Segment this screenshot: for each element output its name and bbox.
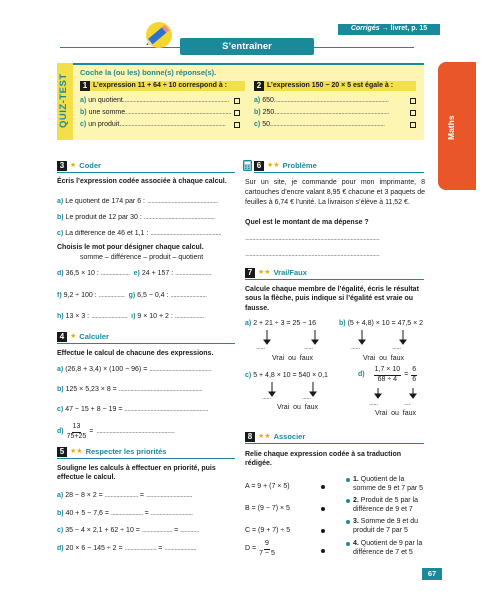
option-letter: b) [80,109,87,116]
option-text: une somme. [88,109,128,116]
option-text: un quotient. [88,97,125,104]
item-letter: c) [57,527,64,534]
ex3-header [57,161,235,173]
ex5-header [57,447,235,459]
quiz-q1-checkbox-b[interactable] [234,110,240,116]
item-letter: i) [131,313,136,320]
equals-sign: = [158,545,163,552]
item-letter: d) [358,370,365,378]
ex4-title: Calculer [79,332,109,342]
equals-sign: = [89,427,94,435]
ex6-number: 6 [254,161,264,171]
ex7-title: Vrai/Faux [273,268,307,278]
star-icon: ★★ [70,447,83,455]
answer-line[interactable]: .................... [174,313,204,320]
answer-line[interactable]: ............................................................................................. [245,251,380,258]
quiz-q1-checkbox-a[interactable] [234,98,240,104]
item-letter: c) [57,406,64,413]
item-letter: a) [245,320,252,327]
ex3-item-b [57,214,237,223]
ex7-vrai-faux-c[interactable]: Vrai ou faux [277,404,318,411]
ex7-vrai-faux-d[interactable]: Vrai ou faux [375,410,416,417]
answer-line[interactable]: ................................................. [150,230,222,237]
quiz-q2-checkbox-c[interactable] [410,122,416,128]
option-letter: a) [80,97,87,104]
ex3-item-a [57,198,237,207]
ex8-trad-1 [346,476,426,494]
ex6-header [254,161,424,173]
ex6-title: Problème [282,161,317,171]
item-text: 24 + 157 : [141,270,174,277]
quiz-q1-checkbox-c[interactable] [234,122,240,128]
ex5-item-a [57,492,237,501]
answer-line[interactable]: ........................................... [149,366,212,373]
ex4-item-c [57,406,237,415]
item-letter: d) [57,270,64,277]
calculator-icon [243,160,252,171]
quiz-q1-header [80,81,245,91]
equals-sign: = [404,370,409,378]
item-letter: b) [339,320,346,327]
ex6-question: Quel est le montant de ma dépense ? [245,219,369,226]
quiz-side-label: QUIZ-TEST [58,73,69,128]
ex8-expr-a [245,483,290,492]
option-letter: a) [254,97,261,104]
quiz-instruction: Coche la (ou les) bonne(s) réponse(s). [80,68,217,77]
item-letter: h) [57,313,64,320]
trad-number: 2. [353,497,359,504]
equals-sign: = [144,510,149,517]
answer-line[interactable]: ...................... [164,545,197,552]
answer-line[interactable]: .................. [98,292,125,299]
item-letter: f) [57,292,62,299]
trad-number: 4. [353,540,359,547]
ex8-dot-2[interactable] [346,499,350,503]
ex3-pair-f-g [57,292,237,301]
trad-text: Somme de 9 et du produit de 7 par 5 [353,518,418,534]
trad-text: Quotient de la somme de 9 et 7 par 5 [353,476,424,492]
option-text: 250. [262,109,277,116]
ex5-item-b [57,510,237,519]
ex8-instruction: Relie chaque expression codée à sa traduction rédigée. [245,451,401,468]
item-letter: g) [128,292,136,299]
ex4-item-b [57,386,237,395]
star-icon: ★ [70,332,77,340]
ex8-expr-d [245,540,275,559]
quiz-q2-option-a [254,97,416,106]
ex8-dot-4[interactable] [346,542,350,546]
equals-sign: = [139,492,144,499]
expression-prefix: D = [245,544,257,552]
answer-line[interactable]: ................................................. [143,214,215,221]
ex7-vrai-faux-b[interactable]: Vrai ou faux [363,355,404,362]
item-text: 125 × 5,23 × 8 = [65,386,117,393]
ex8-trad-3 [346,518,426,536]
item-text: La différence de 46 et 1,1 : [65,230,149,237]
answer-line[interactable]: .... [404,400,410,407]
quiz-q1-option-b [80,109,240,118]
ex8-dot-a[interactable] [321,485,325,489]
item-text: 9 × 10 + 2 : [137,313,173,320]
option-letter: c) [80,121,87,128]
fraction [259,540,275,559]
ex4-header [57,332,235,344]
fraction-denominator: 7 − 5 [259,549,275,557]
ex8-number: 8 [245,432,255,442]
ex3-item-c [57,230,237,239]
answer-line[interactable]: ......................... [91,313,128,320]
trad-text: Produit de 5 par la différence de 9 et 7 [353,497,418,513]
answer-line[interactable]: ...... [302,394,311,401]
ex5-instruction: Souligne les calculs à effectuer en priorité, puis effectue le calcul. [57,465,216,481]
dotted-leader: .............................................................................. [271,121,385,128]
ex7-number: 7 [245,268,255,278]
item-letter: a) [57,366,64,373]
answer-line[interactable]: ...................... [110,510,143,517]
answer-line[interactable]: ...... [392,344,401,351]
item-text: Le quotient de 174 par 6 : [65,198,145,205]
corriges-badge [338,24,440,35]
dotted-leader: ........................................................................ [127,109,232,116]
item-letter: b) [57,386,64,393]
fraction-denominator: 68 ÷ 4 [377,375,398,383]
ex8-title: Associer [273,432,306,442]
ex6-text: Sur un site, je commande pour mon imprimante, 8 cartouches d’encre valant 8,95 € chacune et 3 paquets de feuilles à 6,74 € l’unité. La livraison s’élève à 11,52 €. [245,179,425,206]
arrow-icon: → [381,25,389,33]
ex5-title: Respecter les priorités [85,447,167,457]
expression-text: A = 9 + (7 × 5) [245,483,290,490]
trad-text: Quotient de 9 par la différence de 7 et 5 [353,540,423,556]
ex7-arrows-cd [245,380,425,404]
quiz-q2-option-c [254,121,416,130]
answer-line[interactable]: ............................. [150,510,193,517]
answer-line[interactable]: .................... [100,270,130,277]
answer-line[interactable]: ............. [180,527,199,534]
ex5-item-d [57,545,237,554]
ex8-trad-2 [346,497,426,515]
option-text: 50. [262,121,272,128]
fraction-numerator: 9 [264,540,270,550]
fraction-denominator: 6 [412,375,417,383]
answer-line[interactable]: ......................... [170,292,207,299]
ex4-instruction: Effectue le calcul de chacune des expressions. [57,350,214,357]
answer-line[interactable]: ....................... [104,492,138,499]
ex3-number: 3 [57,161,67,171]
option-text: un produit. [88,121,122,128]
fraction-denominator: 75+25 [66,432,87,440]
page-title-text: S’entraîner [222,40,272,52]
livret-label: livret, p. 15 [390,25,428,33]
item-text: 5 + 4,8 × 10 = 540 × 0,1 [253,372,328,379]
trad-number: 1. [353,476,359,483]
ex5-item-c [57,527,237,536]
item-text: 20 × 6 − 145 ÷ 2 = [65,545,123,552]
item-text: 35 − 4 × 2,1 + 62 ÷ 10 = [65,527,140,534]
item-letter: b) [57,214,64,221]
quiz-q1-option-a [80,97,240,106]
item-text: 2 + 21 ÷ 3 = 25 − 16 [253,320,316,327]
answer-line[interactable]: ..................... [141,527,173,534]
dotted-leader: ........................................................................ [121,121,226,128]
expression-text: C = (9 + 7) ÷ 5 [245,527,291,534]
item-text: Le produit de 12 par 30 : [65,214,142,221]
quiz-q2-text: L’expression 150 − 20 × 5 est égale à : [267,81,394,89]
answer-line[interactable]: ...... [351,344,360,351]
ex8-trad-4 [346,540,426,558]
ex7-instruction: Calcule chaque membre de l’égalité, écris le résultat sous la flèche, puis indique si l’égalité est vraie ou fausse. [245,286,419,312]
star-icon: ★★ [258,268,271,276]
quiz-q1-number: 1 [80,81,90,91]
item-text: 13 × 3 : [65,313,90,320]
page-title [180,38,314,55]
item-text: (5 + 4,8) × 10 = 47,5 × 2 [347,320,424,327]
answer-line[interactable]: ...... [304,344,313,351]
ex3-words: somme – différence – produit – quotient [80,254,204,261]
ex8-header [245,432,424,444]
ex8-dot-b[interactable] [321,507,325,511]
answer-line[interactable]: ...... [256,344,265,351]
ex5-number: 5 [57,447,67,457]
item-text: 36,5 × 10 : [65,270,99,277]
item-text: 28 − 8 × 2 = [65,492,103,499]
quiz-q1-option-c [80,121,240,130]
dotted-leader: .............................................................................. [276,109,389,116]
quiz-q2-number: 2 [254,81,264,91]
option-letter: c) [254,121,261,128]
dotted-leader: .............................................................................. [275,97,389,104]
fraction-numerator: 13 [72,423,82,433]
ex4-item-d [57,423,237,442]
answer-line[interactable]: ...... [369,400,378,407]
fraction [67,423,87,442]
maths-side-tab [438,62,476,190]
star-icon: ★★ [258,432,271,440]
ex8-dot-c[interactable] [321,529,325,533]
item-letter: d) [57,545,64,552]
corriges-label: Corrigés [350,25,380,33]
option-letter: b) [254,109,261,116]
item-letter: a) [57,492,64,499]
answer-line[interactable]: ......................... [175,270,212,277]
ex8-dot-3[interactable] [346,520,350,524]
answer-line[interactable]: ...................... [124,545,157,552]
answer-line[interactable]: ...................................................... [96,427,175,435]
ex3-pair-d-e [57,270,237,279]
answer-line[interactable]: ...... [262,394,271,401]
ex8-expr-c [245,527,290,536]
answer-line[interactable]: ................................................. [146,198,218,205]
ex4-number: 4 [57,332,67,342]
item-letter: c) [57,230,64,237]
title-rule-right [314,47,414,48]
item-letter: d) [57,427,64,435]
quiz-q1-text: L’expression 11 + 64 ÷ 10 correspond à : [93,81,227,89]
item-text: 47 − 15 + 8 − 19 = [65,406,123,413]
item-text: 9,2 ÷ 100 : [63,292,97,299]
maths-tab-label: Maths [446,115,456,140]
ex3-title: Coder [79,161,101,171]
page-number [422,568,442,580]
ex8-expr-b [245,505,290,514]
equals-sign: = [174,527,179,534]
answer-line[interactable]: .......................................................... [124,406,209,413]
trad-number: 3. [353,518,359,525]
answer-line[interactable]: ............................................................................................. [245,235,380,242]
ex3-instruction2: Choisis le mot pour désigner chaque calcul. [57,244,204,251]
ex7-vrai-faux-a[interactable]: Vrai ou faux [272,355,313,362]
quiz-q2-option-b [254,109,416,118]
ex3-instruction: Écris l’expression codée associée à chaque calcul. [57,178,227,185]
expression-text: B = (9 − 7) × 5 [245,505,290,512]
star-icon: ★★ [267,161,280,169]
ex7-header [245,268,424,280]
item-text: 40 + 5 − 7,6 = [65,510,109,517]
answer-line[interactable]: .......................................................... [118,386,203,393]
ex4-item-a [57,366,237,375]
dotted-leader: ........................................................................ [124,97,229,104]
item-letter: a) [57,198,64,205]
quiz-q2-header [254,81,416,91]
item-letter: b) [57,510,64,517]
fraction-numerator: 6 [411,366,417,376]
item-letter: c) [245,372,252,379]
item-text: (26,8 + 3,4) × (100 − 96) = [65,366,148,373]
ex8-dot-d[interactable] [321,549,325,553]
item-letter: e) [133,270,140,277]
item-text: 6,5 − 0,4 : [137,292,169,299]
quiz-q2-checkbox-a[interactable] [410,98,416,104]
page-number-text: 67 [427,569,437,579]
star-icon: ★ [70,161,77,169]
pencil-icon [142,18,176,52]
option-text: 650. [262,97,276,104]
quiz-q2-checkbox-b[interactable] [410,110,416,116]
ex8-dot-1[interactable] [346,478,350,482]
fraction-numerator: 1,7 × 10 [374,366,402,376]
answer-line[interactable]: ................................ [145,492,193,499]
ex3-pair-h-i [57,313,237,322]
